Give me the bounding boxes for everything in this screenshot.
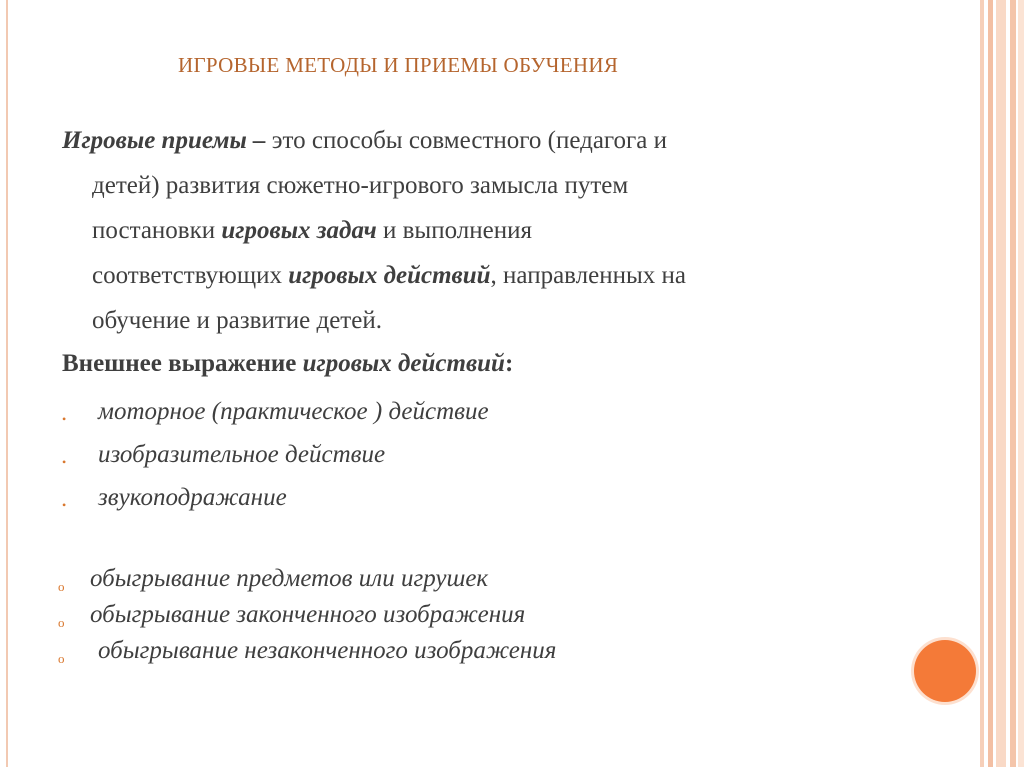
right-frame-stripe — [1018, 0, 1024, 767]
list-item-text: изобразительное действие — [98, 441, 386, 468]
subheading-plain: Внешнее выражение — [62, 350, 303, 377]
right-frame-stripe — [996, 0, 1006, 767]
definition-line-1-text: это способы совместного (педагога и — [265, 127, 668, 154]
definition-line-4-em: игровых действий — [288, 262, 491, 289]
bullet-dot-icon: • — [62, 498, 67, 512]
definition-line-2: детей) развития сюжетно-игрового замысла путем — [92, 172, 629, 199]
definition-line-3-em: игровых задач — [221, 217, 377, 244]
list-item — [58, 601, 858, 637]
list-item-text: звукоподражание — [98, 484, 287, 511]
list-item — [62, 398, 862, 441]
definition-term: Игровые приемы – — [62, 127, 266, 154]
bullet-dot-icon: • — [62, 412, 67, 426]
subheading-tail: : — [504, 350, 514, 377]
definition-line-1 — [62, 118, 892, 163]
left-frame-line — [6, 0, 8, 767]
definition-paragraph — [62, 118, 892, 343]
subheading — [62, 350, 862, 378]
circle-list — [58, 565, 858, 673]
right-frame-stripe — [980, 0, 984, 767]
list-item — [58, 565, 858, 601]
list-item — [62, 484, 862, 527]
definition-line-4-b: , направленных на — [490, 262, 686, 289]
circle-bullet-icon: o — [58, 651, 65, 666]
slide-title — [178, 52, 798, 78]
list-item — [58, 637, 858, 673]
definition-line-3-a: постановки — [92, 217, 222, 244]
circle-bullet-icon: o — [58, 615, 65, 630]
subheading-em: игровых действий — [302, 350, 505, 377]
definition-line-4-a: соответствующих — [92, 262, 289, 289]
circle-bullet-icon: o — [58, 579, 65, 594]
decorative-circle — [914, 640, 976, 702]
list-item — [62, 441, 862, 484]
definition-line-5: обучение и развитие детей. — [92, 307, 382, 334]
definition-line-3 — [62, 208, 892, 253]
right-frame-stripe — [1010, 0, 1016, 767]
bullet-dot-icon: • — [62, 455, 67, 469]
slide-title-text: ИГРОВЫЕ МЕТОДЫ И ПРИЕМЫ ОБУЧЕНИЯ — [178, 53, 619, 77]
list-item-text: моторное (практическое ) действие — [98, 398, 489, 425]
right-frame-stripe — [988, 0, 993, 767]
definition-line-4 — [62, 253, 892, 298]
bullet-list — [62, 398, 862, 527]
list-item-text: обыгрывание незаконченного изображения — [98, 637, 557, 664]
list-item-text: обыгрывание законченного изображения — [90, 601, 526, 628]
definition-line-3-b: и выполнения — [376, 217, 532, 244]
list-item-text: обыгрывание предметов или игрушек — [90, 565, 489, 592]
